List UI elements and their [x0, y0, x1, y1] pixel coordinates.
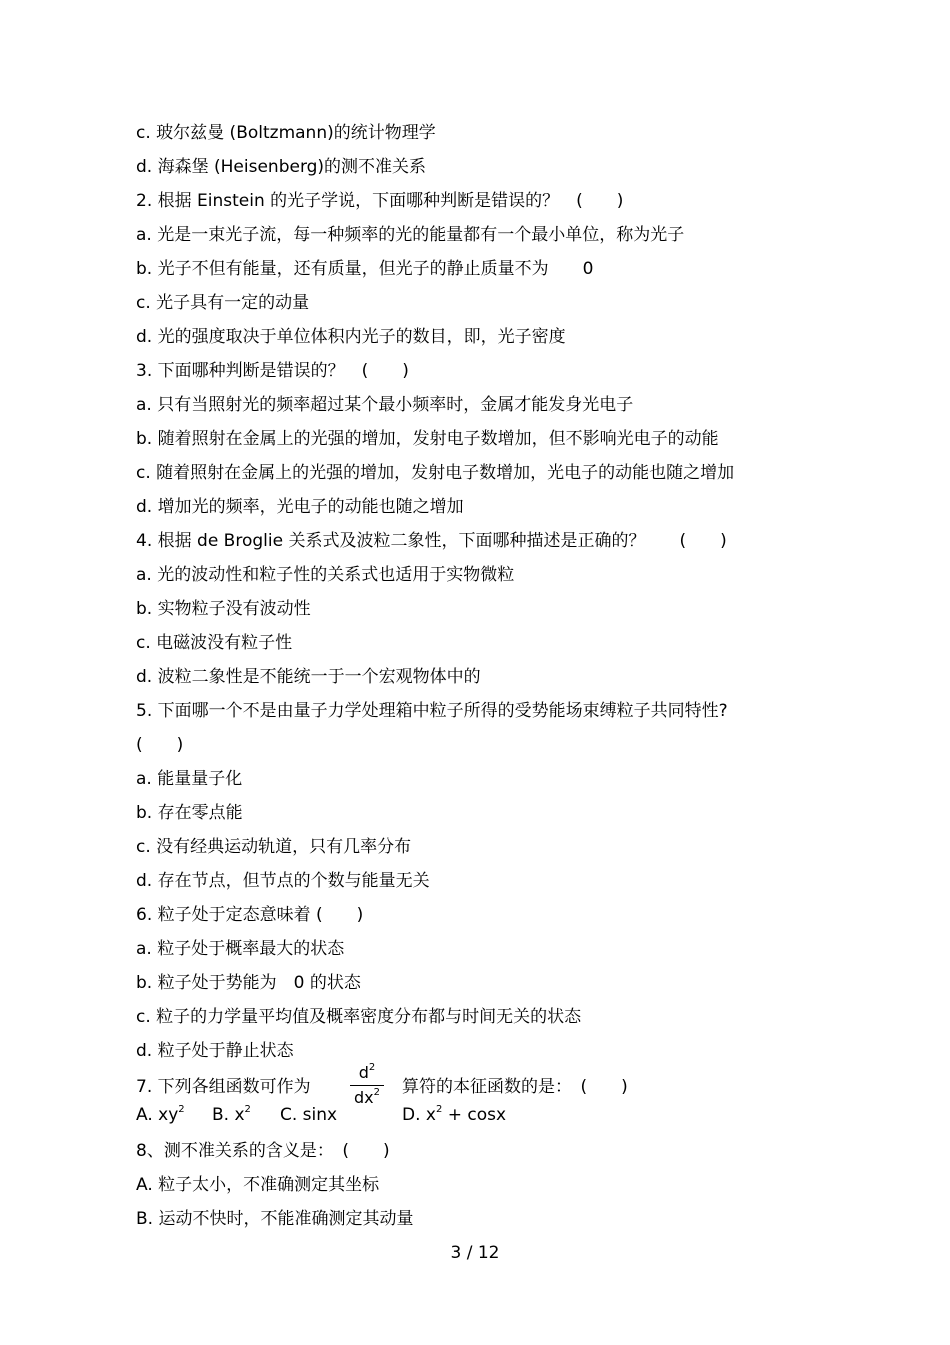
fraction-bar — [350, 1085, 384, 1086]
fraction-denominator: $dx^2$ — [354, 1087, 380, 1107]
option-line: b. 存在零点能 — [136, 803, 243, 823]
option-line: a. 光是一束光子流，每一种频率的光的能量都有一个最小单位，称为光子 — [136, 225, 685, 245]
question-7-prefix: 7. 下列各组函数可作为 — [136, 1077, 311, 1097]
text-line: c. 玻尔兹曼 (Boltzmann)的统计物理学 — [136, 123, 436, 143]
option-line: c. 粒子的力学量平均值及概率密度分布都与时间无关的状态 — [136, 1007, 582, 1027]
option-line: c. 光子具有一定的动量 — [136, 293, 310, 313]
option-line: B. 运动不快时，不能准确测定其动量 — [136, 1209, 414, 1229]
question-8: 8、测不准关系的含义是： ( ) — [136, 1141, 390, 1161]
option-line: c. 没有经典运动轨道，只有几率分布 — [136, 837, 412, 857]
option-line: a. 只有当照射光的频率超过某个最小频率时，金属才能发身光电子 — [136, 395, 634, 415]
option-line: d. 光的强度取决于单位体积内光子的数目，即，光子密度 — [136, 327, 566, 347]
option-b: B. $x^2$ — [212, 1104, 251, 1125]
option-line: a. 粒子处于概率最大的状态 — [136, 939, 345, 959]
option-line: b. 实物粒子没有波动性 — [136, 599, 311, 619]
question-2: 2. 根据 Einstein 的光子学说，下面哪种判断是错误的？ ( ) — [136, 191, 624, 211]
option-line: a. 能量量子化 — [136, 769, 243, 789]
option-line: b. 粒子处于势能为 0 的状态 — [136, 973, 361, 993]
question-4: 4. 根据 de Broglie 关系式及波粒二象性，下面哪种描述是正确的？ ( ) — [136, 531, 727, 551]
answer-blank: ( ) — [136, 735, 184, 755]
option-line: c. 随着照射在金属上的光强的增加，发射电子数增加，光电子的动能也随之增加 — [136, 463, 735, 483]
option-line: b. 随着照射在金属上的光强的增加，发射电子数增加，但不影响光电子的动能 — [136, 429, 719, 449]
option-line: d. 存在节点，但节点的个数与能量无关 — [136, 871, 430, 891]
question-3: 3. 下面哪种判断是错误的？ ( ) — [136, 361, 409, 381]
option-c: C. sinx — [280, 1105, 338, 1125]
option-line: a. 光的波动性和粒子性的关系式也适用于实物微粒 — [136, 565, 515, 585]
option-line: A. 粒子太小，不准确测定其坐标 — [136, 1175, 380, 1195]
option-line: d. 粒子处于静止状态 — [136, 1041, 294, 1061]
page-number: 3 / 12 — [450, 1243, 500, 1263]
question-6: 6. 粒子处于定态意味着 ( ) — [136, 905, 364, 925]
option-a: A. $xy^2$ — [136, 1104, 185, 1125]
option-line: b. 光子不但有能量，还有质量，但光子的静止质量不为 0 — [136, 259, 594, 279]
option-line: d. 波粒二象性是不能统一于一个宏观物体中的 — [136, 667, 481, 687]
option-d: D. $x^2 + \cos x$ — [402, 1104, 507, 1125]
question-5: 5. 下面哪一个不是由量子力学处理箱中粒子所得的受势能场束缚粒子共同特性? — [136, 701, 728, 721]
fraction-numerator: $d^2$ — [358, 1062, 376, 1082]
question-7-suffix: 算符的本征函数的是： ( ) — [402, 1077, 628, 1097]
option-line: c. 电磁波没有粒子性 — [136, 633, 293, 653]
text-line: d. 海森堡 (Heisenberg)的测不准关系 — [136, 157, 427, 177]
option-line: d. 增加光的频率，光电子的动能也随之增加 — [136, 497, 464, 517]
second-derivative-operator — [350, 1062, 384, 1109]
